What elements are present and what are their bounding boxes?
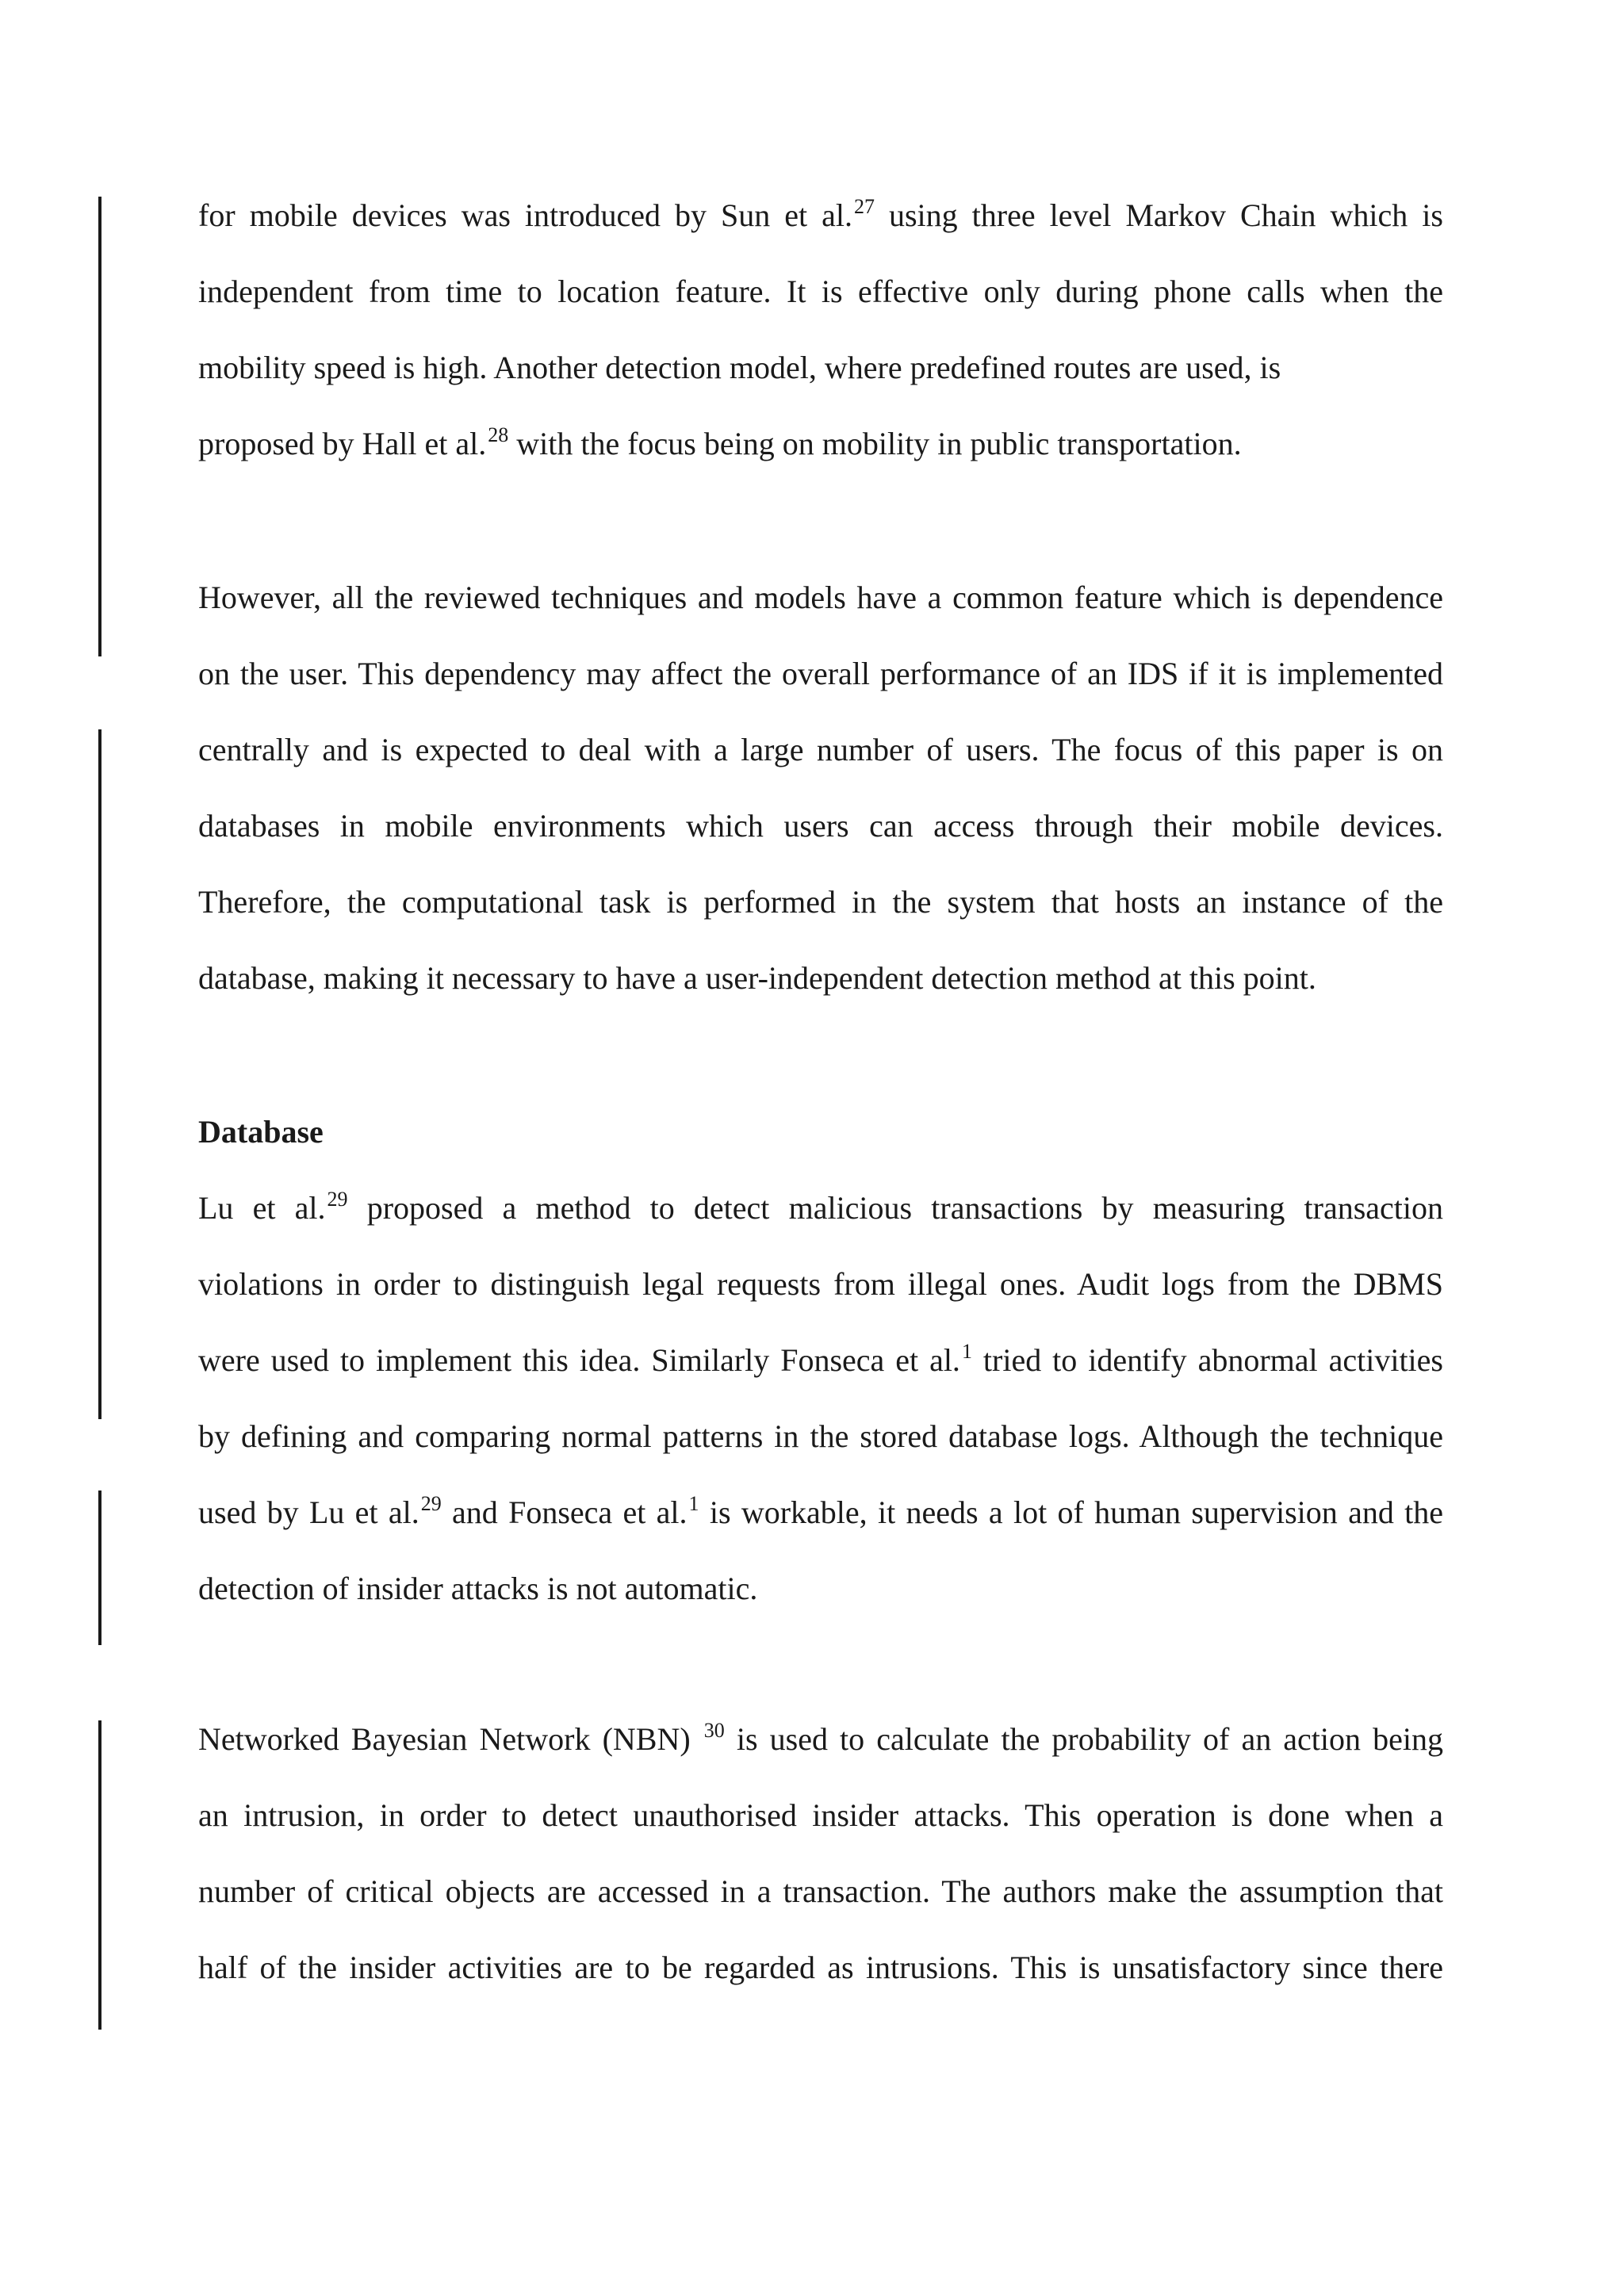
text-run: violations in order to distinguish legal requests from illegal ones. Audit logs from the DBMS	[198, 1266, 1443, 1302]
text-run: number of critical objects are accessed in a transaction. The authors make the assumption that	[198, 1873, 1443, 1909]
text-line	[198, 560, 1443, 636]
text-run: and Fonseca et al.	[441, 1494, 688, 1530]
text-line	[198, 1246, 1443, 1322]
citation-superscript: 1	[688, 1492, 699, 1515]
change-bar	[98, 729, 102, 1419]
text-run: half of the insider activities are to be regarded as intrusions. This is unsatisfactory since there	[198, 1950, 1443, 1985]
text-run: were used to implement this idea. Similarly Fonseca et al.	[198, 1342, 960, 1378]
text-run: is used to calculate the probability of an action being	[724, 1721, 1443, 1757]
paragraph-database-methods	[198, 1170, 1443, 1627]
text-run: tried to identify abnormal activities	[971, 1342, 1443, 1378]
text-line	[198, 1322, 1443, 1399]
citation-superscript: 29	[327, 1188, 348, 1211]
text-run: independent from time to location feature. It is effective only during phone calls when the	[198, 274, 1443, 309]
text-line	[198, 636, 1443, 712]
text-run: used by Lu et al.	[198, 1494, 419, 1530]
text-run: using three level Markov Chain which is	[874, 197, 1443, 233]
text-run: databases in mobile environments which users can access through their mobile devices.	[198, 808, 1443, 844]
text-run: centrally and is expected to deal with a large number of users. The focus of this paper is on	[198, 732, 1443, 767]
text-line	[198, 1854, 1443, 1930]
text-line	[198, 178, 1443, 254]
text-line	[198, 1701, 1443, 1777]
text-line	[198, 940, 1443, 1016]
text-run: However, all the reviewed techniques and models have a common feature which is dependence	[198, 580, 1443, 615]
text-run: Networked Bayesian Network (NBN)	[198, 1721, 703, 1757]
paragraph-nbn	[198, 1701, 1443, 2006]
text-run: by defining and comparing normal patterns in the stored database logs. Although the technique	[198, 1418, 1443, 1454]
text-run: Therefore, the computational task is performed in the system that hosts an instance of the	[198, 884, 1443, 920]
text-line	[198, 1777, 1443, 1854]
text-run: database, making it necessary to have a user-independent detection method at this point.	[198, 960, 1316, 996]
text-line	[198, 1170, 1443, 1246]
citation-superscript: 30	[703, 1719, 725, 1742]
text-run: with the focus being on mobility in public transportation.	[508, 426, 1242, 461]
text-line	[198, 254, 1443, 330]
paragraph-user-dependence	[198, 560, 1443, 1016]
text-run: an intrusion, in order to detect unauthorised insider attacks. This operation is done when a	[198, 1797, 1443, 1833]
text-line	[198, 1399, 1443, 1475]
change-bar	[98, 1720, 102, 2030]
text-run: mobility speed is high. Another detection model, where predefined routes are used, is	[198, 350, 1281, 385]
text-run: proposed by Hall et al.	[198, 426, 487, 461]
text-line	[198, 330, 1443, 406]
text-line	[198, 1930, 1443, 2006]
change-bar	[98, 197, 102, 656]
paragraph-mobility-detection	[198, 178, 1443, 482]
text-run: on the user. This dependency may affect the overall performance of an IDS if it is implemented	[198, 656, 1443, 691]
text-line	[198, 712, 1443, 788]
change-bar	[98, 1490, 102, 1645]
citation-superscript: 29	[420, 1492, 442, 1515]
text-line	[198, 406, 1443, 482]
text-run: detection of insider attacks is not automatic.	[198, 1571, 758, 1606]
text-line	[198, 788, 1443, 864]
text-line	[198, 1475, 1443, 1551]
text-run: proposed a method to detect malicious transactions by measuring transaction	[347, 1190, 1443, 1226]
citation-superscript: 27	[853, 195, 875, 218]
text-line	[198, 1551, 1443, 1627]
section-heading-database: Database	[198, 1114, 324, 1150]
text-run: Lu et al.	[198, 1190, 326, 1226]
citation-superscript: 28	[488, 423, 509, 446]
text-line	[198, 864, 1443, 940]
text-run: is workable, it needs a lot of human supervision and the	[699, 1494, 1443, 1530]
citation-superscript: 1	[961, 1340, 972, 1363]
text-run: for mobile devices was introduced by Sun et al.	[198, 197, 852, 233]
